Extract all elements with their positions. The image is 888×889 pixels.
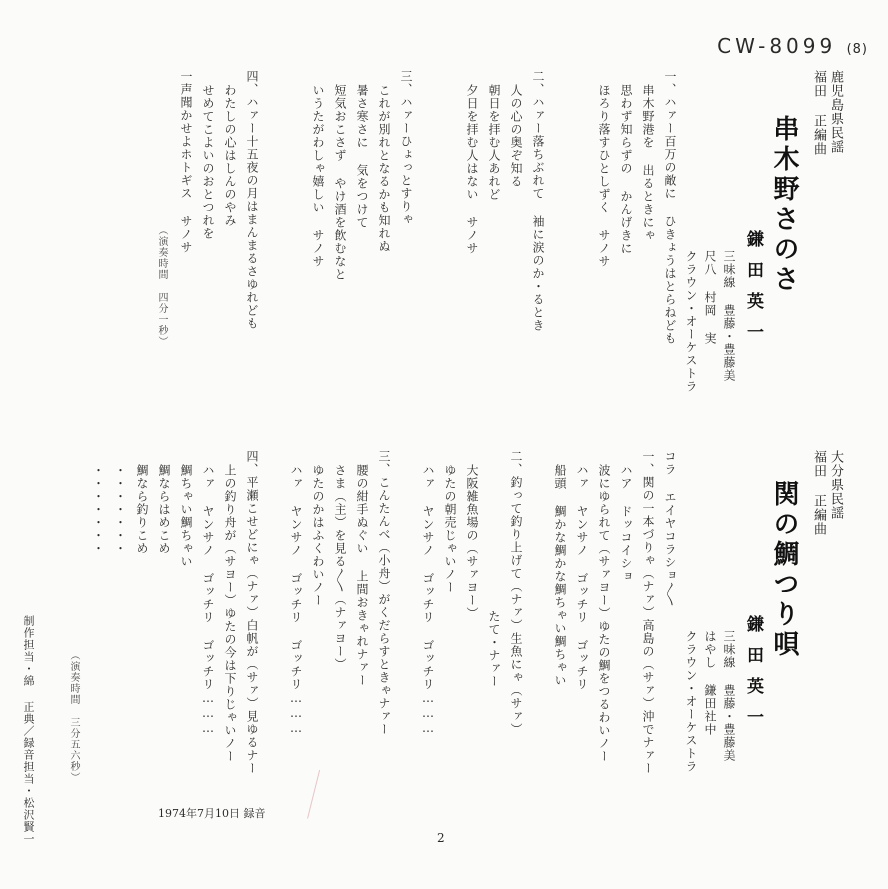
song2-lyric-line: 鯛なら釣りこめ [135,464,149,555]
song1-lyric-line: 一声聞かせよホトギス サノサ [179,70,193,254]
pen-mark [307,770,326,820]
song1-credit-shakuhachi: 尺八 村岡 実 [703,250,717,345]
song1-lyric-line: 人の心の奥ぞ知る [509,84,523,188]
catalog-number-sub: (8) [846,42,868,57]
song2-lyric-line: 上の釣り舟が（サヨー）ゆたの今は下りじゃいノー [223,464,237,763]
song2-lyric-line: ハァ ヤンサノ ゴッチリ ゴッチリ……… [201,464,215,736]
song1-lyric-line: 短気おこさず やけ酒を飲むなと [333,84,347,281]
song2-lyric-line: 鯛ならはめこめ [157,464,171,555]
song1-lyric-line: ほろり落すひとしずく サノサ [597,84,611,268]
song1-origin: 鹿児島県民謡 [828,70,843,154]
song1-lyric-line: いうたがわしゃ嬉しい サノサ [311,84,325,268]
catalog-number [717,34,868,58]
song2-lyric-line: ・・・・・・・ [91,464,105,555]
song2-lyric-line: 船頭 鯛かな鯛かな鯛ちゃい鯛ちゃい [553,464,567,687]
song2-singer: 鎌田英一 [743,615,763,739]
page-number: 2 [437,831,445,845]
song2-lyric-line: ゆたのかはふくわいノー [311,464,325,607]
song2-lyric-line: 鯛ちゃい鯛ちゃい [179,464,193,568]
song1-title: 串木野さのさ [769,115,799,295]
song2-lyric-line: 波にゆられて（サァヨー）ゆたの鯛をつるわいノー [597,464,611,763]
song2-lyric-line: さま（主）を見る〳〵（ナァヨー） [333,464,347,671]
song2-lyric-line: 四、平瀬こせどにゃ（ナァ）白帆が（サァ）見ゆるナー [245,450,259,775]
song1-lyric-line: 一、ハァー百万の敵に ひきょうはとらねども [663,70,677,345]
song1-lyric-line: 二、ハァー落ちぶれて 袖に涙のか・るとき [531,70,545,332]
recording-date: 1974年7月10日 録音 [158,807,266,820]
song2-lyric-line: 大阪雑魚場の（サァヨー） [465,464,479,620]
song1-arranger: 福田 正編曲 [811,70,826,156]
production-credits: 制作担当・綿 正典／録音担当・松沢賢一 [22,615,35,845]
song2-lyric-line: 三、こんたんべ（小舟）がくだらすときゃナァー [377,450,391,736]
song2-origin: 大分県民謡 [828,450,843,520]
song1-lyric-line: 三、ハァーひょっとすりゃ [399,70,413,226]
song1-lyric-line: 夕日を拝む人はない サノサ [465,84,479,255]
song1-lyric-line: 思わず知らずの かんげきに [619,84,633,255]
song2-lyric-line: たて・ナァー [487,610,501,688]
song1-lyric-line: 四、ハァー十五夜の月はまんまるさゆれども [245,70,259,330]
song2-lyric-line: 腰の紺手ぬぐい 上間おきゃれナァー [355,464,369,687]
song1-singer: 鎌田英一 [743,230,763,354]
song2-lyric-line: ハァ ヤンサノ ゴッチリ ゴッチリ……… [289,464,303,736]
song2-arranger: 福田 正編曲 [811,450,826,536]
song2-lyric-line: 二、釣って釣り上げて（ナァ）生魚にゃ（サァ） [509,450,523,736]
song1-duration: （演奏時間 四分一秒） [156,225,167,347]
song2-lyric-line: ハア ドッコイショ [619,464,633,583]
song2-lyric-line: ゆたの朝売じゃいノー [443,464,457,594]
song1-lyric-line: 暑さ寒さに 気をつけて [355,84,369,229]
song2-credit-shamisen: 三味線 豊藤・豊藤美 [722,630,736,762]
song2-lyric-line: ハァ ヤンサノ ゴッチリ ゴッチリ [575,464,589,691]
song1-credit-orchestra: クラウン・オーケストラ [684,250,698,393]
song1-lyric-line: 串木野港を 出るときにゃ [641,84,655,242]
song2-credit-orchestra: クラウン・オーケストラ [684,630,698,773]
song1-lyric-line: これが別れとなるかも知れぬ [377,84,391,253]
song2-title: 関の鯛つり唄 [769,480,799,660]
song1-lyric-line: せめてこよいのおとつれを [201,84,215,240]
song2-credit-hayashi: はやし 鎌田社中 [703,630,717,736]
song2-lyric-line: 一、関の一本づりゃ（ナァ）高島の（サァ）沖でナァー [641,450,655,775]
song1-lyric-line: 朝日を拝む人あれど [487,84,501,201]
song2-lyric-line: ハァ ヤンサノ ゴッチリ ゴッチリ……… [421,464,435,736]
song1-lyric-line: わたしの心はしんのやみ [223,84,237,227]
song2-lyric-line: ・・・・・・・ [113,464,127,555]
catalog-number-main: CW-8099 [717,34,837,58]
song2-duration: （演奏時間 三分五六秒） [68,650,79,783]
song2-lyric-line: コラ エイヤコラショ〳〵 [663,450,677,607]
song1-credit-shamisen: 三味線 豊藤・豊藤美 [722,250,736,382]
